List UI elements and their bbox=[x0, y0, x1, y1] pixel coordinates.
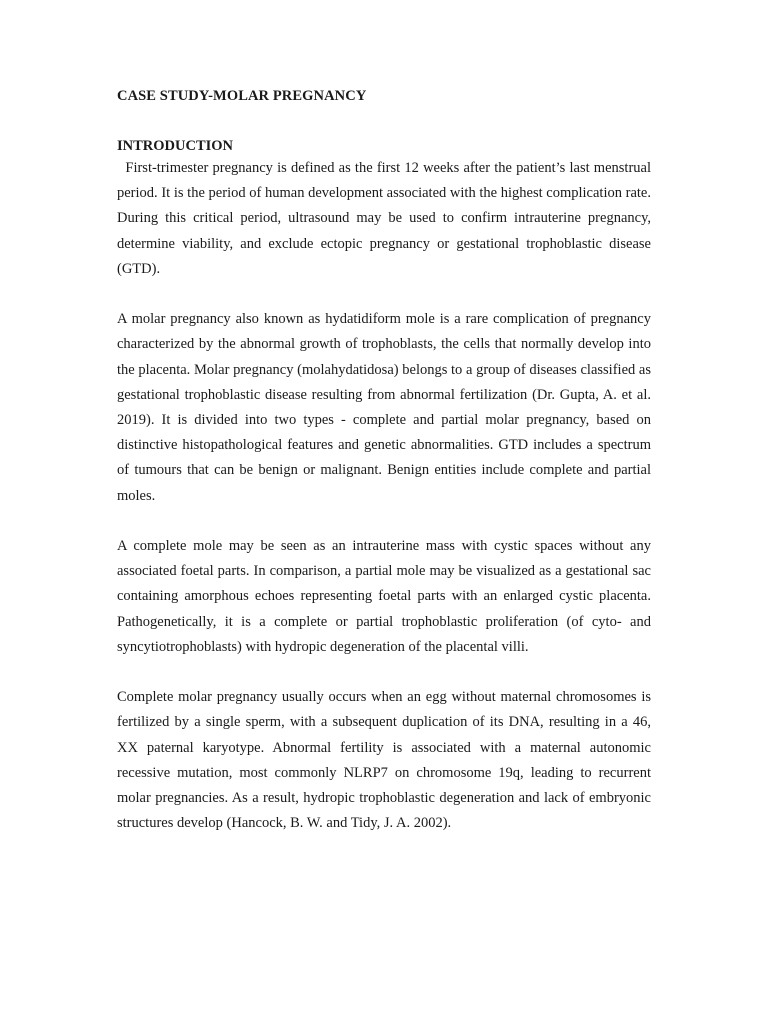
paragraph-complete-molar-genetics: Complete molar pregnancy usually occurs when an egg without maternal chromosomes is fertilized by a single sperm, with a subsequent duplication of its DNA, resulting in a 46, XX paternal karyotype. Abnormal fertility is associated with a maternal autonomic recessive mutation, most commonly NLRP7 on chromosome 19q, leading to recurrent molar pregnancies. As a result, hydropic trophoblastic degeneration and lack of embryonic structures develop (Hancock, B. W. and Tidy, J. A. 2002). bbox=[117, 689, 651, 832]
paragraph-first-trimester: First-trimester pregnancy is defined as the first 12 weeks after the patient’s last menstrual period. It is the period of human development associated with the highest complication rate. During this critical period, ultrasound may be used to confirm intrauterine pregnancy, determine viability, and exclude ectopic pregnancy or gestational trophoblastic disease (GTD). bbox=[117, 160, 651, 277]
section-heading-introduction: INTRODUCTION bbox=[117, 138, 234, 154]
document-page bbox=[117, 86, 651, 836]
paragraph-complete-vs-partial-mole: A complete mole may be seen as an intrauterine mass with cystic spaces without any associated foetal parts. In comparison, a partial mole may be visualized as a gestational sac containing amorphous echoes representing foetal parts with an enlarged cystic placenta. Pathogenetically, it is a complete or partial trophoblastic proliferation (of cyto- and syncytiotrophoblasts) with hydropic degeneration of the placental villi. bbox=[117, 538, 651, 655]
document-title: CASE STUDY-MOLAR PREGNANCY bbox=[117, 88, 367, 104]
paragraph-molar-pregnancy-definition: A molar pregnancy also known as hydatidiform mole is a rare complication of pregnancy characterized by the abnormal growth of trophoblasts, the cells that normally develop into the placenta. Molar pregnancy (molahydatidosa) belongs to a group of diseases classified as gestational trophoblastic disease resulting from abnormal fertilization (Dr. Gupta, A. et al. 2019). It is divided into two types - complete and partial molar pregnancy, based on distinctive histopathological features and genetic abnormalities. GTD includes a spectrum of tumours that can be benign or malignant. Benign entities include complete and partial moles. bbox=[117, 311, 651, 504]
